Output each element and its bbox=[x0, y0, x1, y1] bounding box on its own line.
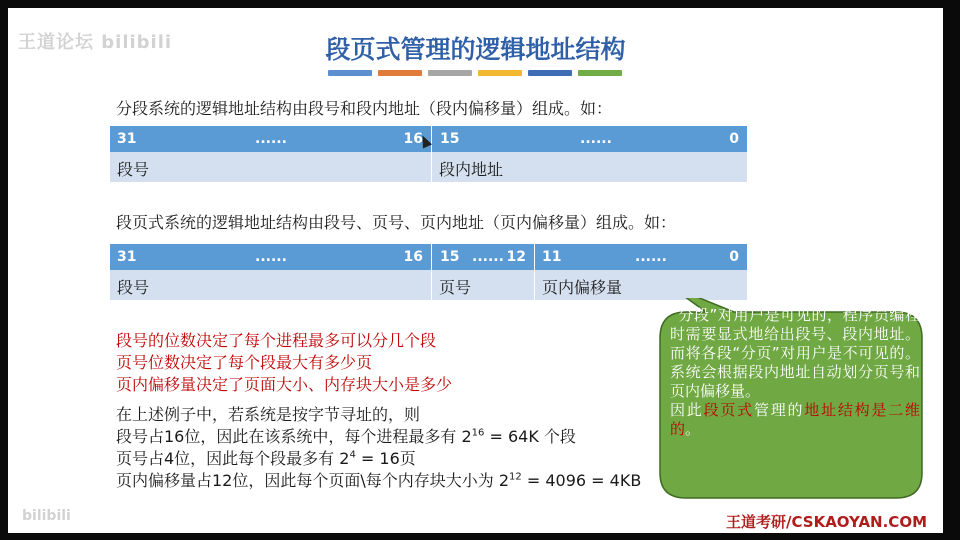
bit-high: 15 bbox=[440, 131, 460, 147]
callout-conclusion: 因此 bbox=[670, 401, 704, 419]
title-underline-bar bbox=[578, 70, 622, 76]
title-underline-bar bbox=[328, 70, 372, 76]
bit-high: 31 bbox=[117, 249, 137, 265]
field-label: 页号 bbox=[439, 278, 472, 297]
bit-range-cell bbox=[535, 244, 747, 270]
bit-range-cell bbox=[432, 126, 747, 152]
segment-page-address-table bbox=[110, 244, 747, 300]
example-page-line bbox=[116, 446, 416, 469]
bit-low: 0 bbox=[729, 131, 739, 147]
example-text: = 64K 个段 bbox=[484, 427, 576, 446]
bit-ellipsis: ...... bbox=[255, 131, 287, 147]
field-cell bbox=[110, 152, 432, 182]
field-cell bbox=[432, 152, 747, 182]
bit-low: 16 bbox=[403, 131, 423, 147]
bit-ellipsis: ...... bbox=[580, 131, 612, 147]
bit-low: 16 bbox=[403, 249, 423, 265]
title-underline-bar bbox=[428, 70, 472, 76]
segment-page-intro: 段页式系统的逻辑地址结构由段号、页号、页内地址（页内偏移量）组成。如： bbox=[116, 213, 677, 232]
callout-body: “分段”对用户是可见的，程序员编程时需要显式地给出段号、段内地址。而将各段“分页”对用户是不可见的。系统会根据段内地址自动划分页号和页内偏移量。 bbox=[670, 306, 920, 400]
field-label: 页内偏移量 bbox=[542, 278, 623, 297]
bit-high: 11 bbox=[542, 249, 562, 265]
example-text: 段号占16位，因此在该系统中，每个进程最多有 2 bbox=[116, 427, 472, 446]
bit-high: 15 bbox=[440, 249, 460, 265]
table-body-row bbox=[110, 152, 747, 182]
example-text: 页内偏移量占12位，因此每个页面\每个内存块大小为 2 bbox=[116, 471, 510, 490]
watermark-top: 王道论坛 bilibili bbox=[18, 32, 173, 53]
example-segment-line bbox=[116, 424, 576, 447]
title-underline-bar bbox=[478, 70, 522, 76]
example-offset-line bbox=[116, 468, 641, 491]
watermark-bottom: bilibili bbox=[22, 508, 71, 524]
bit-low: 12 bbox=[506, 249, 526, 265]
bit-ellipsis: ...... bbox=[472, 249, 504, 265]
callout-highlight: 地址结构是二维的 bbox=[670, 401, 920, 438]
bit-ellipsis: ...... bbox=[635, 249, 667, 265]
title-underline-bar bbox=[528, 70, 572, 76]
example-text: = 4096 = 4KB bbox=[521, 471, 642, 490]
bit-ellipsis: ...... bbox=[255, 249, 287, 265]
bit-low: 0 bbox=[729, 249, 739, 265]
note-segment-bits: 段号的位数决定了每个进程最多可以分几个段 bbox=[116, 331, 437, 350]
slide bbox=[8, 8, 943, 533]
field-label: 段号 bbox=[117, 278, 150, 297]
bit-range-cell bbox=[110, 244, 432, 270]
segment-intro: 分段系统的逻辑地址结构由段号和段内地址（段内偏移量）组成。如： bbox=[116, 99, 613, 118]
callout-text bbox=[656, 306, 920, 439]
bit-range-cell bbox=[110, 126, 432, 152]
field-label: 段内地址 bbox=[439, 160, 504, 179]
example-text: 页号占4位，因此每个段最多有 2 bbox=[116, 449, 350, 468]
field-label: 段号 bbox=[117, 160, 150, 179]
exponent: 12 bbox=[509, 471, 522, 483]
callout-conclusion: 。 bbox=[685, 420, 701, 438]
example-text: = 16页 bbox=[355, 449, 416, 468]
field-cell bbox=[535, 270, 747, 300]
exponent: 16 bbox=[471, 427, 485, 439]
callout-conclusion: 管理的 bbox=[753, 401, 805, 419]
example-intro: 在上述例子中，若系统是按字节寻址的，则 bbox=[116, 405, 421, 424]
slide-title: 段页式管理的逻辑地址结构 bbox=[325, 35, 626, 64]
bit-range-cell bbox=[432, 244, 535, 270]
segment-address-table bbox=[110, 126, 747, 182]
bit-high: 31 bbox=[117, 131, 137, 147]
exponent: 4 bbox=[349, 449, 356, 461]
note-offset-bits: 页内偏移量决定了页面大小、内存块大小是多少 bbox=[116, 375, 453, 394]
callout-highlight: 段页式 bbox=[703, 401, 754, 419]
brand-footer: 王道考研/CSKAOYAN.COM bbox=[726, 513, 927, 531]
field-cell bbox=[110, 270, 432, 300]
title-underline-bar bbox=[378, 70, 422, 76]
table-header-row bbox=[110, 244, 747, 270]
field-cell bbox=[432, 270, 535, 300]
note-page-bits: 页号位数决定了每个段最大有多少页 bbox=[116, 353, 373, 372]
table-body-row bbox=[110, 270, 747, 300]
